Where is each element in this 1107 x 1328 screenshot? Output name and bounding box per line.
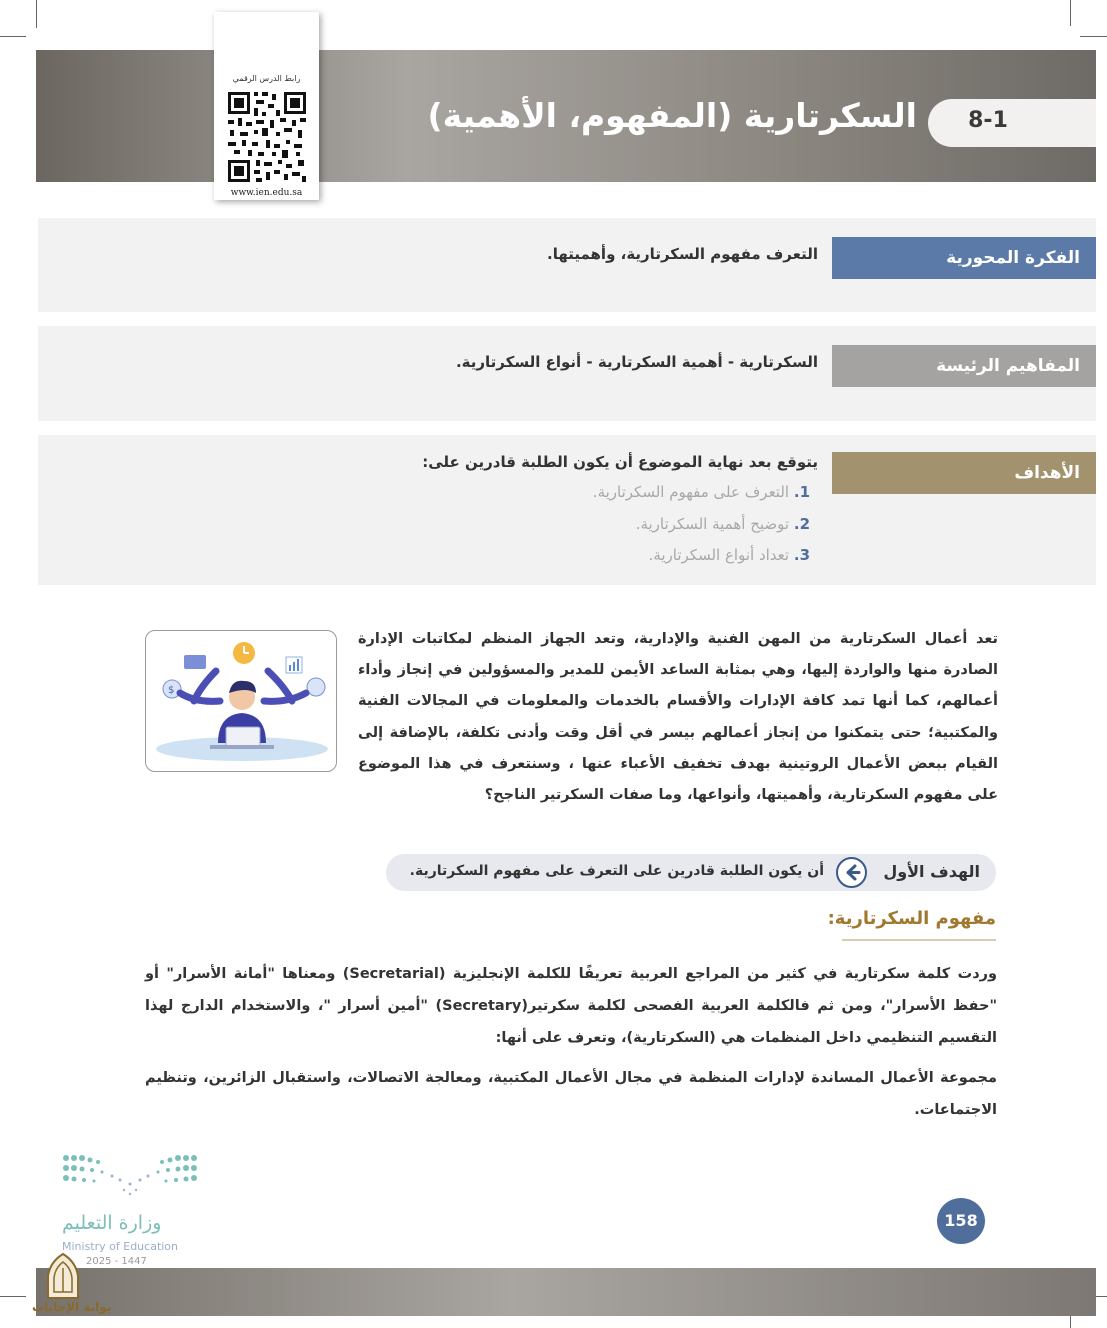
central-idea-box bbox=[38, 218, 1096, 312]
key-concepts-text: السكرتارية - أهمية السكرتارية - أنواع السكرتارية. bbox=[455, 353, 818, 371]
ministry-name-arabic: وزارة التعليم bbox=[62, 1212, 162, 1234]
central-idea-text: التعرف مفهوم السكرتارية، وأهميتها. bbox=[547, 245, 818, 263]
crop-mark bbox=[1070, 0, 1071, 26]
central-idea-label: الفكرة المحورية bbox=[832, 237, 1096, 279]
arrow-left-icon bbox=[836, 857, 867, 888]
first-goal-banner bbox=[386, 854, 996, 891]
objectives-list bbox=[593, 477, 810, 572]
list-item: 1. التعرف على مفهوم السكرتارية. bbox=[592, 483, 810, 501]
ministry-name-english: Ministry of Education bbox=[62, 1240, 179, 1253]
multitasking-secretary-icon bbox=[146, 631, 337, 772]
heading-underline bbox=[842, 939, 996, 941]
list-item: 3. تعداد أنواع السكرتارية. bbox=[648, 546, 810, 564]
section-paragraph: وردت كلمة سكرتارية في كثير من المراجع العربية تعريفًا للكلمة الإنجليزية (Secretarial) ومعناها "أمانة الأسرار" أو "حفظ الأسرار"، ومن ثم فالكلمة العربية الفصحى لكلمة سكرتير(Secretary) "أمين أسرار "، والاستخدام الدارج لهذا التقسيم التنظيمي داخل المنظمات هي (السكرتارية)، وتعرف على أنها: bbox=[145, 966, 998, 1046]
objectives-box bbox=[38, 435, 1096, 585]
objectives-label: الأهداف bbox=[832, 452, 1096, 494]
lesson-number: 8-1 bbox=[968, 108, 1008, 133]
crop-mark bbox=[0, 36, 26, 37]
section-heading: مفهوم السكرتارية: bbox=[827, 908, 996, 929]
list-item: 2. توضيح أهمية السكرتارية. bbox=[635, 514, 810, 533]
page-title: السكرتارية (المفهوم، الأهمية) bbox=[427, 96, 917, 135]
first-goal-text: أن يكون الطلبة قادرين على التعرف على مفهوم السكرتارية. bbox=[409, 863, 824, 879]
crop-mark bbox=[36, 0, 37, 28]
qr-caption: رابط الدرس الرقمي bbox=[232, 74, 301, 83]
qr-url[interactable]: www.ien.edu.sa bbox=[230, 188, 303, 198]
secretary-illustration bbox=[145, 630, 337, 772]
crop-mark bbox=[0, 1296, 26, 1297]
intro-paragraph: تعد أعمال السكرتارية من المهن الفنية والإدارية، وتعد الجهاز المنظم لمكاتبات الإدارة الصادرة منها والواردة إليها، وهي بمثابة الساعد الأيمن للمدير والمسؤولين في إنجاز وأداء أعمالهم، كما أنها تمد كافة الإدارات والأقسام بالخدمات والمعلومات في المجالات الفنية والمكتبية؛ حتى يتمكنوا من إنجاز أعمالهم بيسر في أقل وقت وأدنى تكلفة، بالإضافة إلى القيام ببعض الأعمال الروتينية بهدف تخفيف الأعباء عنها ، وسنتعرف في هذا الموضوع على مفهوم السكرتارية، وأهميتها، وأنواعها، وما صفات السكرتير الناجح؟ bbox=[358, 631, 998, 804]
qr-card[interactable] bbox=[214, 12, 319, 200]
crop-mark bbox=[1080, 36, 1107, 37]
watermark-text: بوابة الإجابات bbox=[32, 1300, 112, 1314]
footer-band bbox=[36, 1268, 1096, 1316]
key-concepts-box bbox=[38, 326, 1096, 421]
objectives-intro: يتوقع بعد نهاية الموضوع أن يكون الطلبة قادرين على: bbox=[422, 453, 818, 471]
ministry-logo-icon bbox=[62, 1154, 198, 1200]
first-goal-label: الهدف الأول bbox=[883, 862, 980, 881]
page-number: 158 bbox=[937, 1198, 985, 1244]
watermark-logo-icon bbox=[42, 1252, 84, 1302]
section-paragraph: مجموعة الأعمال المساندة لإدارات المنظمة في مجال الأعمال المكتبية، ومعالجة الاتصالات، واستقبال الزائرين، وتنظيم الاجتماعات. bbox=[145, 1070, 997, 1118]
key-concepts-label: المفاهيم الرئيسة bbox=[832, 345, 1096, 387]
qr-code-icon[interactable] bbox=[226, 90, 308, 184]
edition-year: 2025 - 1447 bbox=[86, 1256, 147, 1267]
svg-text:$: $ bbox=[168, 685, 175, 696]
